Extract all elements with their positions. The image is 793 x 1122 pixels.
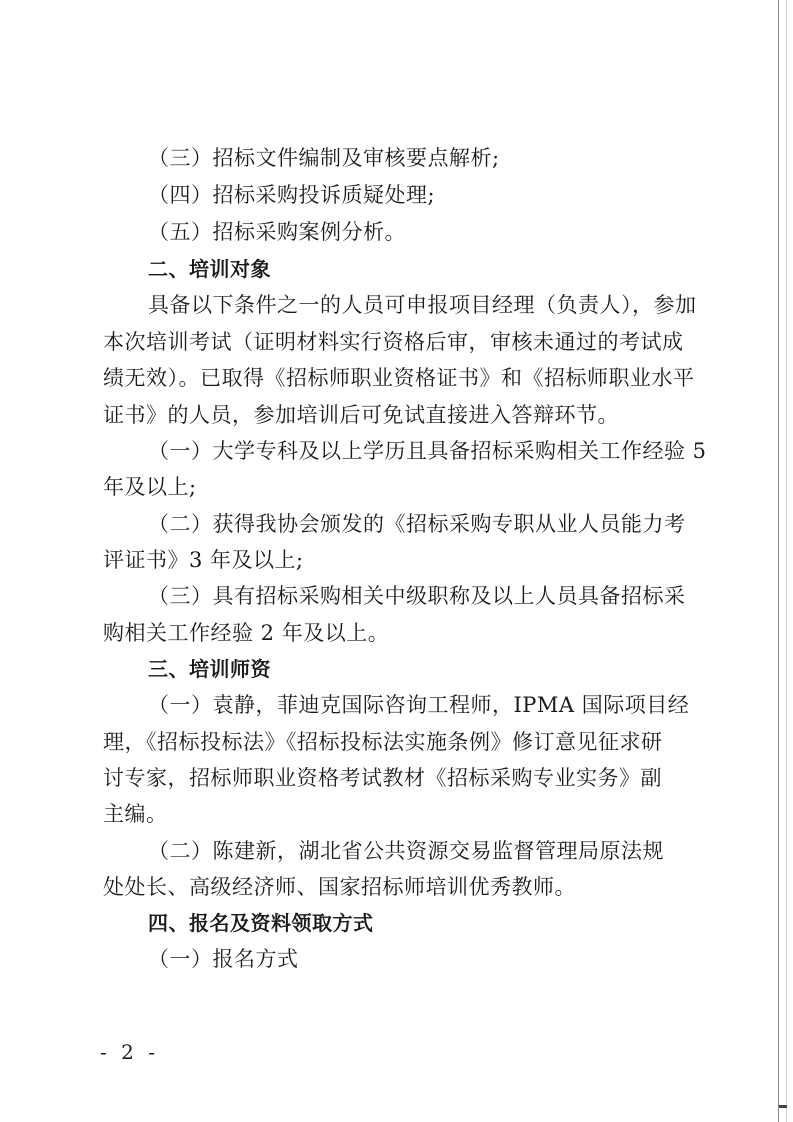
page-number: - 2 - — [100, 1040, 159, 1064]
section-heading-registration: 四、报名及资料领取方式 — [148, 911, 374, 935]
text-line-16: （一）袁静，菲迪克国际咨询工程师，IPMA 国际项目经 — [148, 693, 690, 717]
text-line-6: 本次培训考试（证明材料实行资格后审，审核未通过的考试成 — [103, 330, 684, 354]
text-line-8: 证书》的人员，参加培训后可免试直接进入答辩环节。 — [103, 403, 619, 427]
text-line-12: 评证书》3 年及以上; — [103, 548, 304, 572]
text-line-14: 购相关工作经验 2 年及以上。 — [103, 621, 390, 645]
text-line-7: 绩无效）。已取得《招标师职业资格证书》和《招标师职业水平 — [103, 366, 695, 390]
section-heading-audience: 二、培训对象 — [148, 257, 271, 281]
text-line-17: 理，《招标投标法》《招标投标法实施条例》修订意见征求研 — [103, 730, 663, 754]
text-line-10: 年及以上; — [103, 475, 197, 499]
text-line-13: （三）具有招标采购相关中级职称及以上人员具备招标采 — [148, 584, 686, 608]
section-heading-instructors: 三、培训师资 — [148, 657, 271, 681]
text-line-11: （二）获得我协会颁发的《招标采购专职从业人员能力考 — [148, 512, 686, 536]
text-line-21: 处处长、高级经济师、国家招标师培训优秀教师。 — [103, 875, 576, 899]
scan-edge-line — [778, 0, 779, 1122]
scan-edge-line-inner — [786, 0, 787, 1122]
text-line-20: （二）陈建新，湖北省公共资源交易监督管理局原法规 — [148, 839, 664, 863]
text-line-1: （三）招标文件编制及审核要点解析; — [148, 146, 500, 170]
text-line-3: （五）招标采购案例分析。 — [148, 220, 406, 244]
text-line-18: 讨专家，招标师职业资格考试教材《招标采购专业实务》副 — [103, 766, 662, 790]
text-line-2: （四）招标采购投诉质疑处理; — [148, 183, 436, 207]
text-line-23: （一）报名方式 — [148, 947, 299, 971]
text-line-9: （一）大学专科及以上学历且具备招标采购相关工作经验 5 — [148, 439, 707, 463]
text-line-19: 主编。 — [103, 802, 168, 826]
text-line-5: 具备以下条件之一的人员可申报项目经理（负责人），参加 — [148, 293, 697, 317]
scan-corner-mark — [779, 1105, 787, 1108]
